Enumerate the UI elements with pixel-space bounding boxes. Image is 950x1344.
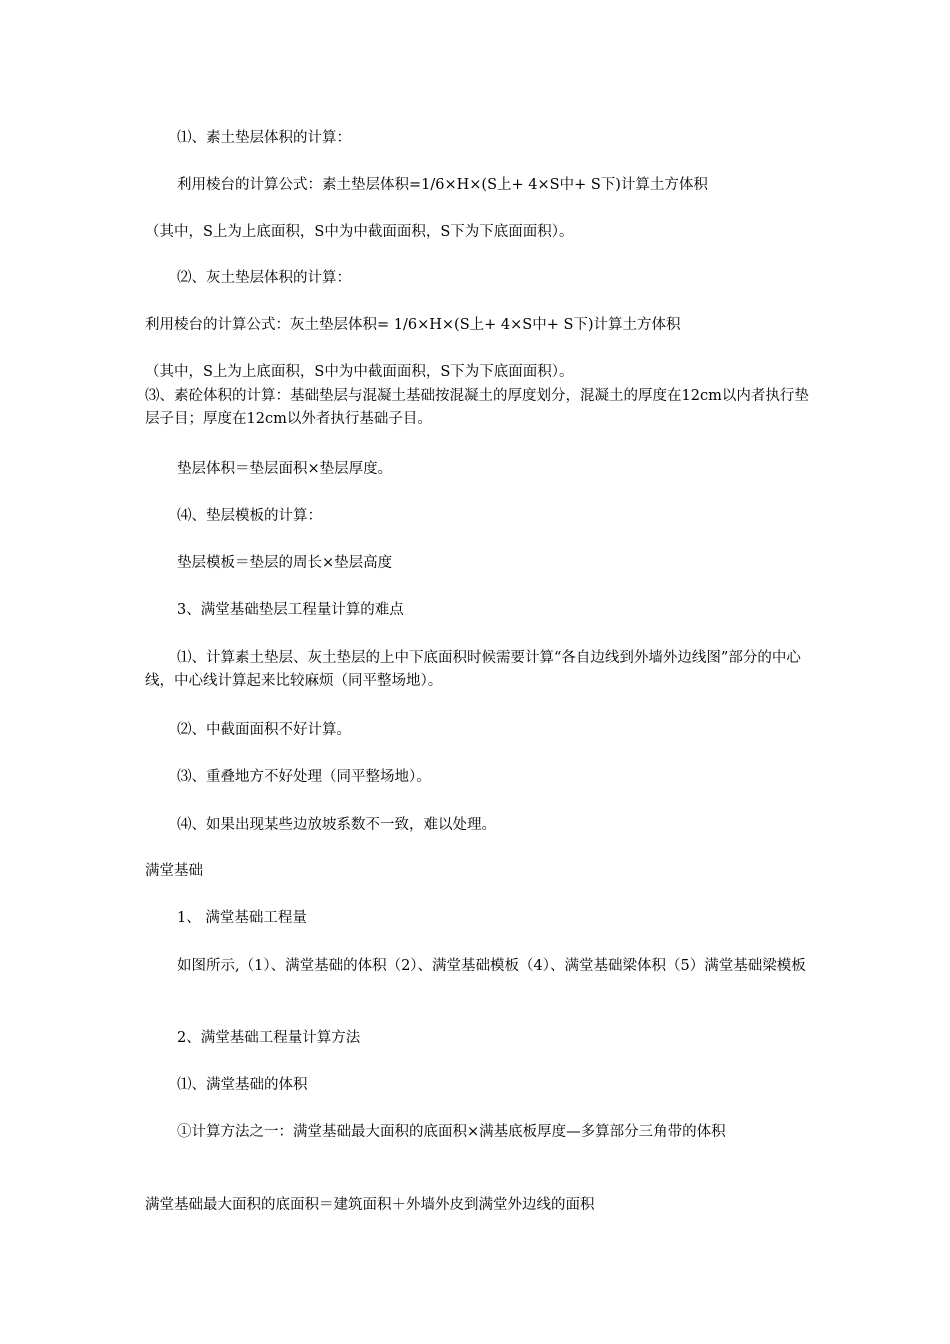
paragraph-18: 如图所示,（1）、满堂基础的体积（2）、满堂基础模板（4）、满堂基础梁体积（5）满堂基础梁模板 <box>177 958 806 974</box>
paragraph-2: 利用棱台的计算公式：素土垫层体积=1/6×H×(S上+ 4×S中+ S下)计算土方体积 <box>177 177 708 193</box>
paragraph-1: ⑴、素土垫层体积的计算： <box>177 130 351 146</box>
paragraph-6: （其中，S上为上底面积，S中为中截面面积，S下为下底面面积）。 <box>145 364 574 380</box>
paragraph-4: ⑵、灰土垫层体积的计算： <box>177 270 351 286</box>
paragraph-10: 垫层模板＝垫层的周长×垫层高度 <box>177 555 393 571</box>
paragraph-11: 3、满堂基础垫层工程量计算的难点 <box>177 602 404 618</box>
section-heading: 满堂基础 <box>145 863 203 879</box>
paragraph-17: 1、 满堂基础工程量 <box>177 910 307 926</box>
paragraph-20: ⑴、满堂基础的体积 <box>177 1077 308 1093</box>
paragraph-19: 2、满堂基础工程量计算方法 <box>177 1030 361 1046</box>
paragraph-5: 利用棱台的计算公式：灰土垫层体积= 1/6×H×(S上+ 4×S中+ S下)计算土方体积 <box>145 317 681 333</box>
paragraph-22: 满堂基础最大面积的底面积＝建筑面积＋外墙外皮到满堂外边线的面积 <box>145 1197 595 1213</box>
paragraph-8: 垫层体积＝垫层面积×垫层厚度。 <box>177 461 393 477</box>
paragraph-21: ①计算方法之一：满堂基础最大面积的底面积×满基底板厚度—多算部分三角带的体积 <box>177 1124 726 1140</box>
paragraph-7: ⑶、素砼体积的计算：基础垫层与混凝土基础按混凝土的厚度划分，混凝土的厚度在12cm以内者执行垫层子目；厚度在12cm以外者执行基础子目。 <box>145 388 809 427</box>
paragraph-15: ⑷、如果出现某些边放坡系数不一致，难以处理。 <box>177 817 496 833</box>
paragraph-9: ⑷、垫层模板的计算： <box>177 508 322 524</box>
paragraph-3: （其中，S上为上底面积，S中为中截面面积，S下为下底面面积）。 <box>145 224 574 240</box>
paragraph-12: ⑴、计算素土垫层、灰土垫层的上中下底面积时候需要计算“各自边线到外墙外边线图”部分的中心线，中心线计算起来比较麻烦（同平整场地）。 <box>145 650 801 689</box>
paragraph-14: ⑶、重叠地方不好处理（同平整场地）。 <box>177 769 431 785</box>
paragraph-13: ⑵、中截面面积不好计算。 <box>177 722 351 738</box>
